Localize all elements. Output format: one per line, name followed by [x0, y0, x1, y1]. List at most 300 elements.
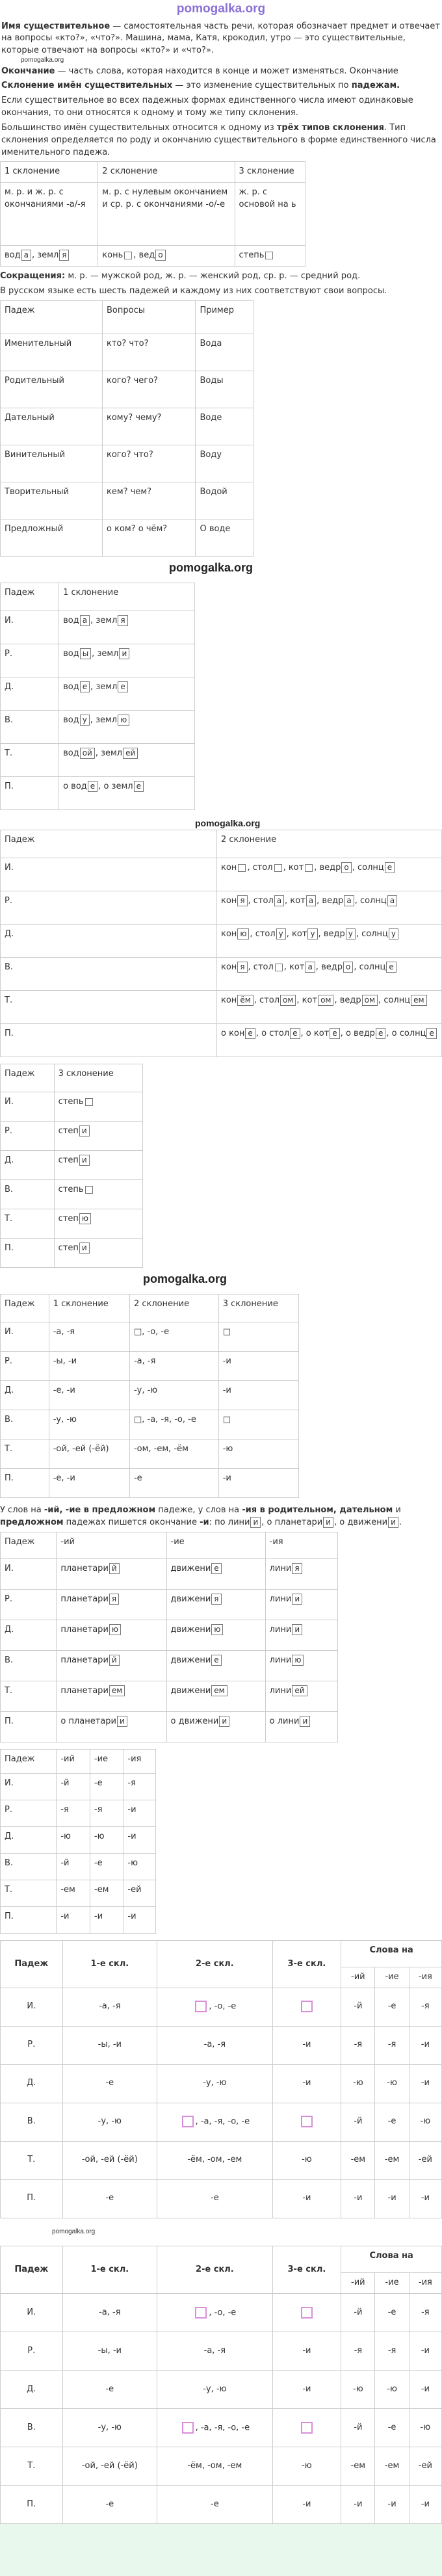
word-ending: а [274, 895, 284, 906]
table-cell [157, 1988, 272, 2026]
word-stem: степ [58, 1243, 79, 1254]
table-cell: Д. [1, 677, 59, 710]
table-row [1, 1239, 143, 1268]
word-stem: вод [63, 648, 79, 659]
word-stem: движени [170, 1594, 211, 1605]
ending-text: -и [302, 2499, 311, 2509]
ending-text: , -а, -я, -о, -е [195, 2116, 250, 2127]
watermark: pomogalka.org [52, 2228, 96, 2235]
word-stem: вод [71, 781, 87, 791]
table-cell: конь , вед о [98, 246, 235, 267]
word-ending: ы [80, 648, 91, 659]
word-ending: и [79, 1125, 90, 1137]
empty-ending [305, 864, 313, 872]
table-cell [57, 1620, 166, 1651]
table-row [1, 1381, 299, 1410]
table-cell [57, 1681, 166, 1712]
word-ending: и [388, 1517, 398, 1528]
table-header-cell: 1 склонение [59, 583, 195, 611]
table-header-cell: 1-е скл. [62, 2246, 157, 2294]
word-ending: ю [109, 1624, 121, 1635]
table-cell [54, 1092, 142, 1122]
ending-text: -ю [302, 2460, 312, 2471]
word-stem: лини [277, 1716, 300, 1727]
word-stem: планетари [60, 1594, 109, 1605]
table-cell [157, 2332, 272, 2371]
term-noun-definition: — самостоятельная часть речи, которая обозначает предмет и отвечает на вопросы «кто?», «что?». Машина, мама, Катя, крокодил, утро — это существительные, которые отвечают на вопросы «кто?» и «что?». [1, 21, 440, 56]
table-cell [265, 1712, 337, 1742]
table-header-row [1, 2246, 442, 2273]
table-cell: Т. [1, 1209, 55, 1239]
site-logo[interactable]: pomogalka.org [176, 2, 266, 16]
table-cell: -й [57, 1854, 90, 1880]
table-cell: Р. [1, 891, 217, 925]
table-row [1, 2064, 442, 2103]
ending-text: -а, -я [203, 2040, 226, 2050]
word-ending: у [307, 928, 317, 940]
preposition: о [391, 1029, 400, 1039]
table-cell: Т. [1, 2447, 63, 2486]
table-cell: -ем [341, 2141, 375, 2179]
word-stem: вод [63, 748, 79, 758]
table-cell: -е [90, 1774, 124, 1800]
word-stem: кот [288, 863, 304, 873]
table-header-cell: 2-е скл. [157, 1941, 272, 1988]
preposition: о [103, 781, 112, 791]
ending-text: -ём, -ом, -ем [187, 2155, 242, 2165]
table-row [1, 1092, 143, 1122]
word-ending: и [219, 1716, 229, 1727]
table-row [1, 371, 254, 408]
word-stem: кон [221, 896, 237, 906]
rule-text: , о планетари [261, 1518, 323, 1528]
empty-ending [85, 1186, 93, 1194]
table-row [1, 1880, 156, 1907]
table-cell [272, 2103, 341, 2141]
table-cell: -ю [375, 2371, 409, 2409]
table-cell: В. [1, 1410, 49, 1439]
table-row [1, 1988, 442, 2026]
table-cell: -и [409, 2026, 441, 2064]
preposition: о [170, 1716, 179, 1727]
table-row [1, 1907, 156, 1934]
word-ending: и [292, 1624, 302, 1635]
table-cell: Родительный [1, 371, 103, 408]
table-cell: -я [341, 2026, 375, 2064]
table-cell: Р. [1, 2026, 63, 2064]
ending-text: -и [302, 2040, 311, 2050]
table-row [1, 1800, 156, 1827]
table-cell: О воде [196, 519, 254, 556]
table-row [1, 991, 442, 1024]
table-row [1, 1180, 143, 1209]
table-cell: кон ю , стол у , кот у , ведр у , солнц у [217, 925, 442, 958]
table-cell: -ы, -и [62, 2026, 157, 2064]
preposition: о [63, 781, 72, 791]
table-cell: -и [375, 2486, 409, 2524]
table-header-cell: Падеж [1, 1750, 57, 1774]
table-cell: вод а , земл я [59, 611, 195, 644]
special-endings-table [0, 1749, 156, 1934]
word-ending: ем [211, 1685, 227, 1696]
table-row [1, 925, 442, 958]
table-cell [272, 2447, 341, 2486]
table-cell [57, 1651, 166, 1681]
ending-text: -и [302, 2345, 311, 2356]
cases-table [0, 300, 254, 557]
table-cell: -и [409, 2371, 441, 2409]
table-cell: Р. [1, 1122, 55, 1151]
word-ending: я [59, 250, 69, 261]
table-header-row [1, 583, 195, 611]
table-cell: Р. [1, 1352, 49, 1381]
word-stem: степь [58, 1097, 84, 1107]
word-ending: ю [237, 928, 249, 940]
full-summary-table-2 [0, 2246, 442, 2524]
table-row [1, 1469, 299, 1498]
table-row [1, 2179, 442, 2218]
rule-paragraph: У слов на -ий, -ие в предложном падеже, у слов на -ия в родительном, дательном и предложном падежах пишется окончание -и: по лини и , о планетари и , о движени и . [0, 1505, 402, 1528]
table-row [1, 2332, 442, 2371]
table-cell: В. [1, 2409, 63, 2447]
table-header-cell: 1-е скл. [62, 1941, 157, 1988]
empty-ending [182, 2422, 194, 2434]
intro-section [0, 21, 442, 159]
table-cell [265, 1651, 337, 1681]
table-cell: Воде [196, 408, 254, 445]
table-row [1, 958, 442, 991]
table-header-cell: -ие [90, 1750, 124, 1774]
table-cell: -и [409, 2179, 441, 2218]
table-cell: -а, -я [62, 2294, 157, 2332]
table-header-cell: Вопросы [103, 300, 196, 334]
word-stem: движени [170, 1625, 211, 1635]
table-cell: -я [375, 2332, 409, 2371]
word-stem: стол [253, 962, 274, 973]
table-row [1, 519, 254, 556]
table-cell: Винительный [1, 445, 103, 482]
ending-text: -у, -ю [203, 2078, 227, 2088]
table-cell: кого? что? [103, 445, 196, 482]
table-row [1, 1352, 299, 1381]
word-stem: движени [178, 1716, 219, 1727]
term-declension: Склонение имён существительных [1, 81, 173, 91]
table-header-cell: 2 склонение [98, 162, 235, 183]
table-row [1, 1712, 338, 1742]
word-ending: а [80, 615, 90, 626]
p5-start: Большинство имён существительных относится к одному из [1, 122, 277, 133]
table-header-cell: Падеж [1, 583, 59, 611]
word-ending: е [290, 1028, 300, 1039]
intro-paragraph-2 [1, 66, 441, 78]
word-ending: а [344, 895, 354, 906]
table-header-row [1, 1750, 156, 1774]
word-stem: земл [97, 648, 119, 659]
table-cell: В. [1, 1651, 57, 1681]
table-cell: Д. [1, 2371, 63, 2409]
table-cell: □, -о, -е [129, 1322, 218, 1352]
table-cell [157, 2371, 272, 2409]
word-ending: е [80, 681, 90, 692]
table-cell: -е [90, 1854, 124, 1880]
intro-paragraph-5 [1, 122, 441, 159]
table-cell: -е, -и [49, 1381, 129, 1410]
word-stem: кот [313, 1029, 330, 1039]
cases-intro: В русском языке есть шесть падежей и каждому из них соответствуют свои вопросы. [0, 286, 387, 296]
table-row [1, 1322, 299, 1352]
table-cell [272, 2179, 341, 2218]
table-cell [166, 1559, 265, 1590]
table-header-cell: 3 склонение [218, 1295, 298, 1322]
table-cell [272, 2371, 341, 2409]
empty-ending [301, 2422, 313, 2434]
word-stem: лини [269, 1655, 292, 1666]
table-cell: -а, -я [129, 1352, 218, 1381]
table-cell: вод у , земл ю [59, 710, 195, 743]
table-header-cell: Падеж [1, 300, 103, 334]
table-row [1, 1151, 143, 1180]
table-cell [265, 1681, 337, 1712]
table-cell: -я [409, 2294, 441, 2332]
word-ending: й [109, 1563, 120, 1574]
table-header-cell: Слова на [341, 1941, 442, 1967]
table-row [1, 183, 306, 246]
table-cell: -ой, -ей (-ёй) [62, 2141, 157, 2179]
word-stem: земл [101, 748, 123, 758]
table-cell [157, 2141, 272, 2179]
word-stem: земл [111, 781, 133, 791]
table-cell: -е [62, 2371, 157, 2409]
table-cell: -и [124, 1907, 156, 1934]
table-cell: вод ой , земл ей [59, 743, 195, 776]
table-cell: -е [62, 2064, 157, 2103]
table-header-cell: 3-е скл. [272, 1941, 341, 1988]
table-cell [157, 2179, 272, 2218]
word-ending: ом [362, 995, 378, 1006]
table-row [1, 776, 195, 809]
word-stem: стол [255, 929, 276, 940]
table-row [1, 2371, 442, 2409]
table-cell: -и [409, 2486, 441, 2524]
table-cell: -ем [341, 2447, 375, 2486]
word-stem: ведр [322, 896, 344, 906]
word-stem: солнц [361, 929, 388, 940]
table-cell: -и [124, 1827, 156, 1854]
table-header-cell: Падеж [1, 1064, 55, 1092]
table-cell: -ом, -ем, -ём [129, 1439, 218, 1469]
word-stem: стол [259, 995, 280, 1006]
table-cell: □ [218, 1410, 298, 1439]
word-stem: кот [292, 929, 307, 940]
table-cell: о вод е , о земл е [59, 776, 195, 809]
empty-ending [274, 864, 282, 872]
table-cell [157, 2064, 272, 2103]
word-stem: кот [289, 962, 305, 973]
table-cell: ж. р. с основой на ь [235, 183, 305, 246]
word-ending: ю [292, 1655, 304, 1666]
ending-text: , -о, -е [209, 2307, 237, 2318]
table-cell [157, 2294, 272, 2332]
table-cell: Т. [1, 1439, 49, 1469]
table-cell: -и [57, 1907, 90, 1934]
table-cell: -е [375, 2103, 409, 2141]
table-cell [166, 1651, 265, 1681]
table-cell: П. [1, 1907, 57, 1934]
table-cell: -ю [57, 1827, 90, 1854]
word-ending: у [80, 715, 90, 726]
table-cell: И. [1, 1322, 49, 1352]
table-row [1, 1122, 143, 1151]
table-cell [272, 2026, 341, 2064]
word-ending: ей [292, 1685, 307, 1696]
table-header-cell: 2 склонение [217, 830, 442, 858]
table-row [1, 1024, 442, 1057]
word-ending: и [79, 1242, 90, 1254]
table-header-cell: -ий [341, 2273, 375, 2294]
table-cell: -е [375, 2409, 409, 2447]
table-cell: -и [341, 2486, 375, 2524]
table-cell: Д. [1, 925, 217, 958]
abbr-label: Сокращения: [0, 271, 66, 282]
table-cell: Д. [1, 1381, 49, 1410]
word-ending: о [343, 962, 353, 973]
table-header-cell: Слова на [341, 2246, 442, 2273]
table-row [1, 743, 195, 776]
word-stem: земл [96, 715, 118, 725]
word-stem: степ [58, 1214, 79, 1224]
rule-text: У слов на [0, 1505, 44, 1516]
word-stem: кон [221, 929, 237, 940]
ending-text: -ю [302, 2155, 312, 2165]
table-header-cell: 3 склонение [235, 162, 305, 183]
table-row [1, 334, 254, 371]
p5-rest: . Тип склонения определяется по роду и окончанию существительного в форме единственного числа именительного падежа. [1, 122, 436, 157]
table-cell: кон я , стол , кот а , ведр о , солнц е [217, 958, 442, 991]
table-cell: В. [1, 1180, 55, 1209]
ending-text: -ём, -ом, -ем [187, 2460, 242, 2471]
word-ending: я [109, 1594, 119, 1605]
preposition: о [306, 1029, 314, 1039]
rule-text: падеже, у слов на [155, 1505, 242, 1516]
page-footer-band [0, 2524, 442, 2576]
table-cell: -ой, -ей (-ёй) [49, 1439, 129, 1469]
table-cell: Воды [196, 371, 254, 408]
word-ending: е [88, 781, 98, 792]
rule-bold: -и [200, 1518, 209, 1528]
word-stem: движени [170, 1686, 211, 1696]
word-stem: стол [269, 1029, 290, 1039]
word-stem: солнц [399, 1029, 426, 1039]
abbreviations [0, 270, 442, 283]
table-cell [157, 2447, 272, 2486]
table-cell: -и [90, 1907, 124, 1934]
table-cell: -е [129, 1469, 218, 1498]
table-cell: П. [1, 2179, 63, 2218]
table-cell: Творительный [1, 482, 103, 519]
word-ending: е [245, 1028, 255, 1039]
table-cell: -й [341, 2103, 375, 2141]
table-cell [166, 1681, 265, 1712]
word-ending: ей [123, 748, 138, 759]
table-cell: -и [218, 1352, 298, 1381]
word-ending: я [237, 895, 247, 906]
table-cell: о ком? о чём? [103, 519, 196, 556]
table-cell: Вода [196, 334, 254, 371]
table-row [1, 2026, 442, 2064]
word-stem: планетари [60, 1686, 109, 1696]
table-header-cell: 1 склонение [49, 1295, 129, 1322]
table-cell: В. [1, 958, 217, 991]
watermark: pomogalka.org [21, 57, 64, 64]
table-cell: Д. [1, 1827, 57, 1854]
table-cell: -е [62, 2486, 157, 2524]
table-cell: -ей [124, 1880, 156, 1907]
table-row [1, 710, 195, 743]
word-stem: вод [63, 615, 79, 625]
term-ending-definition: — часть слова, которая находится в конце и может изменяться. Окончание [55, 66, 398, 76]
table-cell [272, 2141, 341, 2179]
table-row [1, 1410, 299, 1439]
watermark: pomogalka.org [143, 1272, 228, 1286]
table-row [1, 1209, 143, 1239]
table-row [1, 1439, 299, 1469]
special-nouns-table [0, 1532, 338, 1742]
table-row [1, 482, 254, 519]
second-declension-table [0, 830, 442, 1057]
word-stem: ведр [339, 995, 361, 1006]
word-ending: е [330, 1028, 339, 1039]
word-ending: а [387, 895, 397, 906]
table-cell: В. [1, 1854, 57, 1880]
table-cell [265, 1620, 337, 1651]
table-cell: Т. [1, 743, 59, 776]
word-ending: я [292, 1563, 302, 1574]
table-header-cell: -ий [341, 1967, 375, 1988]
word-ending: и [300, 1716, 310, 1727]
table-row [1, 408, 254, 445]
table-cell: -й [341, 2294, 375, 2332]
word-ending: е [211, 1655, 221, 1666]
word-stem: солнц [384, 995, 411, 1006]
preposition: о [269, 1716, 278, 1727]
term-cases: падежам. [351, 81, 400, 91]
table-cell: о кон е , о стол е , о кот е , о ведр е , о солнц е [217, 1024, 442, 1057]
table-header-cell: 2-е скл. [157, 2246, 272, 2294]
word-stem: кон [221, 995, 237, 1006]
table-cell: -я [124, 1774, 156, 1800]
table-cell: И. [1, 858, 217, 891]
table-cell: вод а , земл я [1, 246, 98, 267]
table-row [1, 858, 442, 891]
table-cell: -ю [124, 1854, 156, 1880]
word-ending: а [305, 962, 315, 973]
table-cell [272, 1988, 341, 2026]
word-stem: солнц [359, 896, 387, 906]
table-cell: Д. [1, 1620, 57, 1651]
table-cell: м. р. с нулевым окончанием и ср. р. с окончаниями -о/-е [98, 183, 235, 246]
table-row [1, 2294, 442, 2332]
word-ending: и [79, 1155, 90, 1166]
table-cell: -ей [409, 2141, 441, 2179]
table-header-row [1, 1532, 338, 1559]
word-ending: й [109, 1655, 120, 1666]
table-cell: П. [1, 1024, 217, 1057]
table-cell: -я [409, 1988, 441, 2026]
table-cell: -и [218, 1381, 298, 1410]
word-ending: ем [109, 1685, 125, 1696]
table-header-row [1, 162, 306, 183]
table-header-cell: 2 склонение [129, 1295, 218, 1322]
